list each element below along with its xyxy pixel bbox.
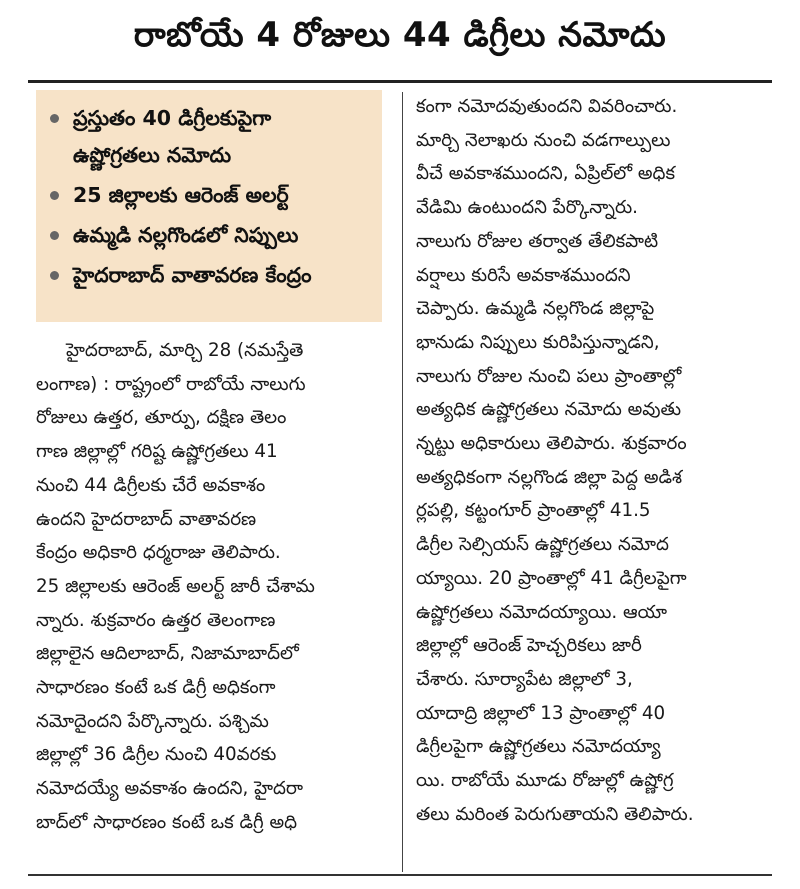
article-line: వేడిమి ఉంటుందని పేర్కొన్నారు.: [416, 197, 638, 219]
highlight-item: [50, 257, 372, 294]
highlight-line: 25 జిల్లాలకు ఆరెంజ్ అలర్ట్: [73, 183, 289, 207]
highlight-item: [50, 100, 372, 174]
article-line: న్నట్టు అధికారులు తెలిపారు. శుక్రవారం: [416, 433, 687, 455]
article-line: చెప్పారు. ఉమ్మడి నల్లగొండ జిల్లాపై: [416, 298, 655, 320]
article-line: అత్యధిక ఉష్ణోగ్రతలు నమోదు అవుతు: [416, 399, 682, 421]
article-line: గాణ జిల్లాల్లో గరిష్ట ఉష్ణోగ్రతలు 41: [36, 441, 278, 463]
headline: రాబోయే 4 రోజులు 44 డిగ్రీలు నమోదు: [133, 15, 667, 55]
article-line: ఉందని హైదరాబాద్ వాతావరణ: [36, 508, 257, 530]
article-line: 25 జిల్లాలకు ఆరెంజ్ అలర్ట్ జారీ చేశామ: [36, 575, 315, 597]
article-line: నుంచి 44 డిగ్రీలకు చేరే అవకాశం: [36, 474, 266, 496]
highlight-text: [73, 257, 372, 294]
article-line: కంగా నమోదవుతుందని వివరించారు.: [416, 96, 678, 117]
article-line: నమోదైందని పేర్కొన్నారు. పశ్చిమ: [36, 710, 269, 732]
article-line: ఉష్ణోగ్రతలు నమోదయ్యాయి. ఆయా: [416, 601, 667, 623]
highlight-line: ఉమ్మడి నల్లగొండలో నిప్పులు: [73, 223, 299, 247]
article-line: భానుడు నిప్పులు కురిపిస్తున్నాడని,: [416, 331, 660, 353]
highlight-line: ప్రస్తుతం 40 డిగ్రీలకుపైగా: [73, 106, 272, 130]
article-line: నాలుగు రోజుల తర్వాత తేలికపాటి: [416, 230, 659, 252]
highlight-item: [50, 177, 372, 214]
article-line: సాధారణం కంటే ఒక డిగ్రీ అధికంగా: [36, 677, 276, 699]
highlight-text: [73, 177, 372, 214]
article-line: జిల్లాలైన ఆదిలాబాద్, నిజామాబాద్‌లో: [36, 643, 299, 665]
highlight-line: హైదరాబాద్ వాతావరణ కేంద్రం: [73, 263, 312, 287]
article-line: య్యాయి. 20 ప్రాంతాల్లో 41 డిగ్రీలపైగా: [416, 567, 687, 589]
article-line: ర్లపల్లి, కట్టంగూర్ ప్రాంతాల్లో 41.5: [416, 500, 651, 522]
article-line: నమోదయ్యే అవకాశం ఉందని, హైదరా: [36, 778, 304, 800]
bullet-icon: [50, 191, 59, 200]
article-line: కేంద్రం అధికారి ధర్మరాజు తెలిపారు.: [36, 542, 281, 564]
article-line: రోజులు ఉత్తర, తూర్పు, దక్షిణ తెలం: [36, 407, 287, 429]
article-line: మార్చి నెలాఖరు నుంచి వడగాల్పులు: [416, 129, 671, 151]
article-line: అత్యధికంగా నల్లగొండ జిల్లా పెద్ద అడిశ: [416, 466, 683, 488]
article-column-right: [416, 90, 768, 831]
article-line: యాదాద్రి జిల్లాలో 13 ప్రాంతాల్లో 40: [416, 702, 666, 724]
article-column-left: [36, 334, 386, 840]
article-line: చేశారు. సూర్యాపేట జిల్లాలో 3,: [416, 668, 633, 690]
article-line: వర్షాలు కురిసే అవకాశముందని: [416, 264, 631, 286]
article-line: జిల్లాల్లో 36 డిగ్రీల నుంచి 40వరకు: [36, 744, 277, 766]
article-line: న్నారు. శుక్రవారం ఉత్తర తెలంగాణ: [36, 609, 276, 631]
article-line: తలు మరింత పెరుగుతాయని తెలిపారు.: [416, 803, 694, 825]
article-line: వీచే అవకాశముందని, ఏప్రిల్‌లో అధిక: [416, 163, 675, 185]
article-line: బాద్‌లో సాధారణం కంటే ఒక డిగ్రీ అధి: [36, 811, 297, 833]
bullet-icon: [50, 271, 59, 280]
highlight-text: [73, 217, 372, 254]
headline-rule: [28, 80, 772, 83]
highlight-text: [73, 100, 372, 174]
highlights-box: [36, 90, 382, 322]
article-line: హైదరాబాద్, మార్చి 28 (నమస్తేతె: [66, 340, 304, 361]
article-line: డిగ్రీల సెల్సియస్ ఉష్ణోగ్రతలు నమోద: [416, 534, 669, 556]
article-line: నాలుగు రోజుల నుంచి పలు ప్రాంతాల్లో: [416, 365, 682, 387]
article-line: యి. రాబోయే మూడు రోజుల్లో ఉష్ణోగ్ర: [416, 770, 674, 792]
highlight-line: ఉష్ణోగ్రతలు నమోదు: [73, 143, 232, 167]
bullet-icon: [50, 231, 59, 240]
bullet-icon: [50, 114, 59, 123]
bottom-rule: [28, 874, 772, 876]
article-line: జిల్లాల్లో ఆరెంజ్ హెచ్చరికలు జారీ: [416, 635, 642, 657]
article-line: డిగ్రీలపైగా ఉష్ణోగ్రతలు నమోదయ్యా: [416, 736, 661, 758]
article-line: లంగాణ) : రాష్ట్రంలో రాబోయే నాలుగు: [36, 373, 306, 395]
highlight-item: [50, 217, 372, 254]
column-divider: [402, 92, 403, 872]
